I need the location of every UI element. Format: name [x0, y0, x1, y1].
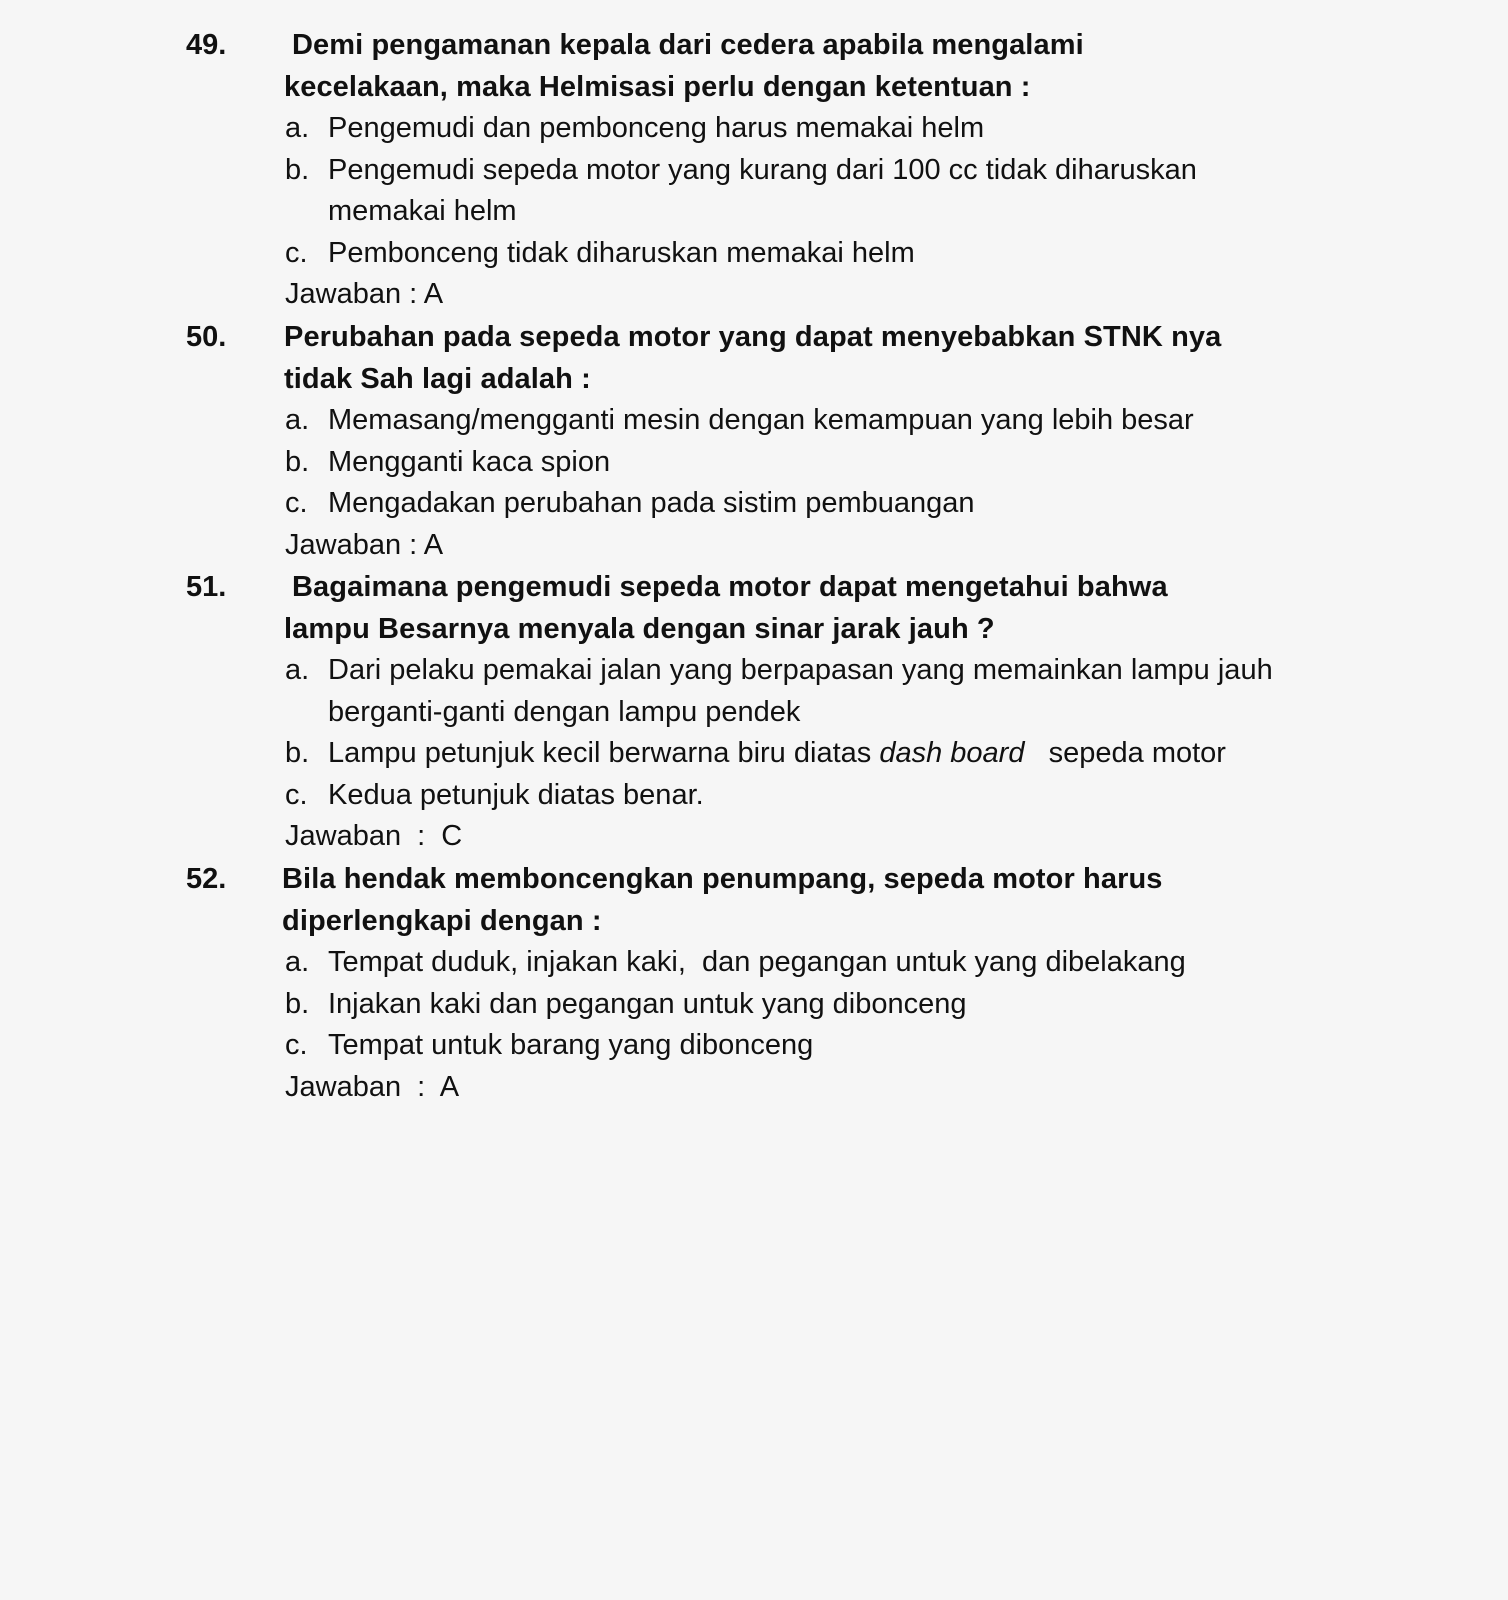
options-list [285, 400, 1325, 566]
question-line-2: kecelakaan, maka Helmisasi perlu dengan ketentuan : [284, 71, 1031, 103]
option-text: Mengganti kaca spion [328, 445, 611, 478]
option-letter: c. [285, 778, 308, 811]
option-letter: b. [285, 153, 310, 186]
question-number: 52. [186, 863, 227, 895]
option-b [285, 733, 1325, 775]
question-text [284, 566, 1324, 650]
question-text [282, 858, 1322, 942]
option-letter: a. [285, 112, 310, 144]
answer-value: A [423, 278, 444, 310]
options-list [285, 650, 1325, 858]
answer-label: Jawaban [285, 528, 402, 561]
answer-separator: : [417, 820, 426, 852]
answer-line [285, 274, 1325, 316]
option-letter: c. [285, 487, 308, 519]
option-letter: c. [285, 1029, 308, 1061]
answer-line [285, 816, 1325, 858]
option-text: Kedua petunjuk diatas benar. [328, 778, 704, 811]
option-text: Injakan kaki dan pegangan untuk yang dibonceng [328, 987, 967, 1020]
answer-separator: : [409, 278, 418, 310]
answer-separator: : [409, 528, 418, 561]
option-letter: b. [285, 445, 310, 478]
question-line-1: Perubahan pada sepeda motor yang dapat menyebabkan STNK nya [284, 321, 1222, 353]
question-line-2: lampu Besarnya menyala dengan sinar jarak jauh ? [284, 613, 995, 645]
answer-label: Jawaban [285, 278, 402, 310]
option-letter: b. [285, 737, 310, 769]
answer-label: Jawaban [285, 820, 402, 852]
option-c [285, 775, 1325, 817]
option-letter: a. [285, 946, 310, 978]
option-c [285, 483, 1325, 525]
answer-value: C [441, 820, 463, 852]
option-text: Pengemudi sepeda motor yang kurang dari 100 cc tidak diharuskan memakai helm [328, 153, 1197, 227]
option-a [285, 400, 1325, 442]
question-number: 51. [186, 571, 227, 603]
option-b [285, 984, 1325, 1026]
option-a [285, 108, 1325, 150]
option-a [285, 650, 1325, 733]
option-text [328, 733, 1325, 775]
question-text [284, 24, 1324, 108]
answer-value: A [423, 528, 444, 561]
option-text: Tempat duduk, injakan kaki, dan pegangan untuk yang dibelakang [328, 946, 1186, 978]
answer-line [285, 1067, 1325, 1109]
option-letter: a. [285, 654, 310, 686]
option-text-post: sepeda motor [1048, 737, 1226, 769]
option-letter: a. [285, 404, 310, 436]
option-text-emphasis: dash board [879, 737, 1025, 769]
question-text [284, 316, 1324, 400]
option-text-pre: Lampu petunjuk kecil berwarna biru diatas [328, 737, 872, 769]
option-b [285, 442, 1325, 484]
option-c [285, 233, 1325, 275]
answer-line [285, 525, 1325, 567]
option-a [285, 942, 1325, 984]
question-line-2: diperlengkapi dengan : [282, 905, 602, 937]
option-letter: c. [285, 236, 308, 269]
question-line-2: tidak Sah lagi adalah : [284, 363, 591, 395]
question-line-1: Bagaimana pengemudi sepeda motor dapat mengetahui bahwa [292, 571, 1168, 603]
option-text: Memasang/mengganti mesin dengan kemampuan yang lebih besar [328, 404, 1194, 436]
options-list [285, 942, 1325, 1108]
option-text: Tempat untuk barang yang dibonceng [328, 1029, 814, 1061]
option-b [285, 150, 1325, 233]
option-text: Mengadakan perubahan pada sistim pembuangan [328, 487, 975, 519]
answer-label: Jawaban [285, 1070, 402, 1103]
option-text: Dari pelaku pemakai jalan yang berpapasan yang memainkan lampu jauh berganti-ganti dengan lampu pendek [328, 654, 1273, 728]
answer-separator: : [417, 1070, 426, 1103]
question-number: 49. [186, 29, 227, 61]
options-list [285, 108, 1325, 316]
question-line-1: Demi pengamanan kepala dari cedera apabila mengalami [292, 29, 1084, 61]
question-number: 50. [186, 321, 227, 353]
question-line-1: Bila hendak memboncengkan penumpang, sepeda motor harus [282, 863, 1163, 895]
option-c [285, 1025, 1325, 1067]
option-text: Pembonceng tidak diharuskan memakai helm [328, 236, 915, 269]
answer-value: A [439, 1070, 460, 1103]
option-letter: b. [285, 987, 310, 1020]
option-text: Pengemudi dan pembonceng harus memakai helm [328, 112, 985, 144]
